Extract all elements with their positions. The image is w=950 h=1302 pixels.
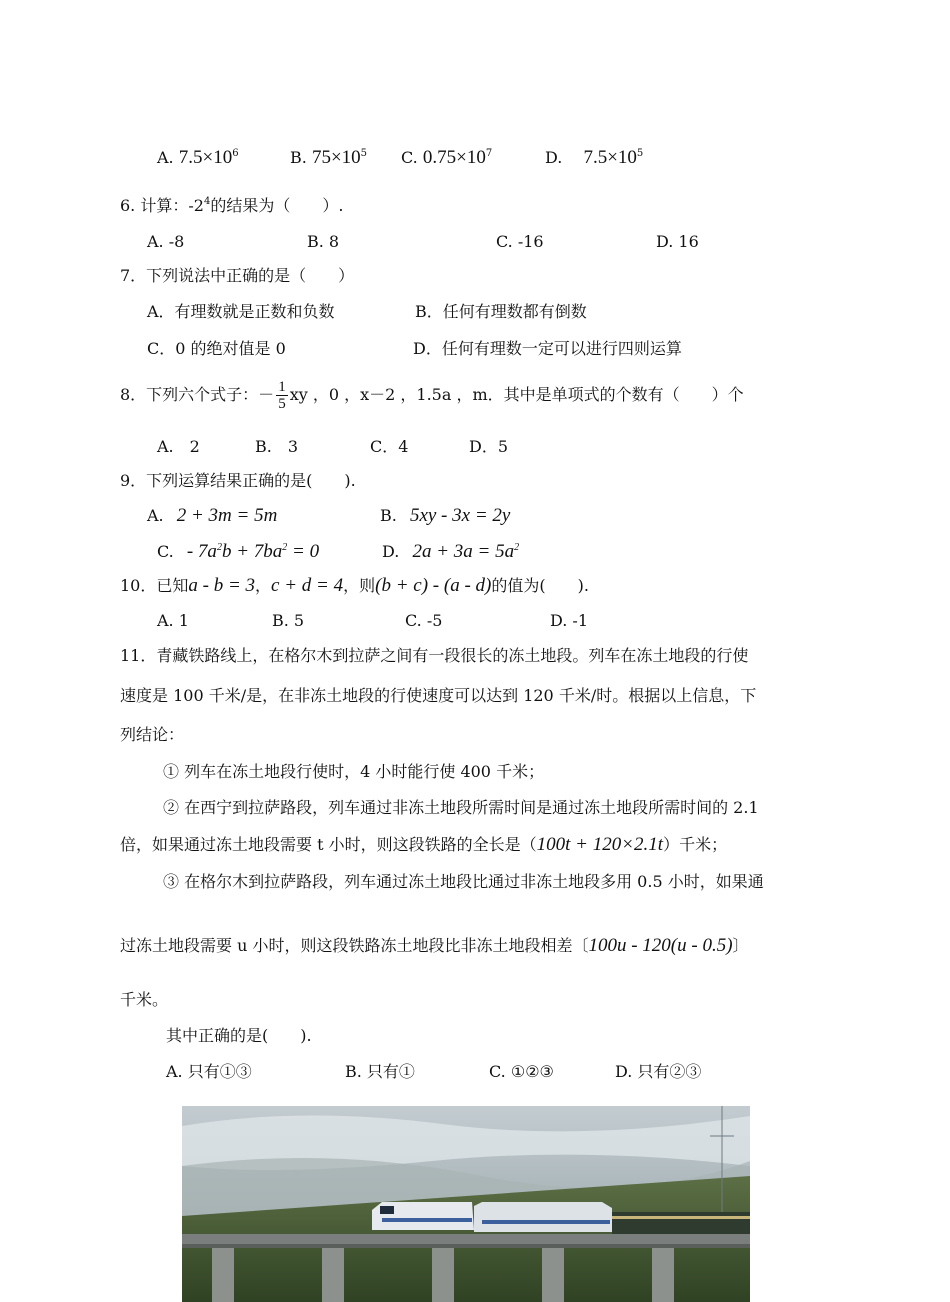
q11-statement-3-line-1: ③ 在格尔木到拉萨路段，列车通过冻土地段比通过非冻土地段多用 0.5 小时，如果通 [163, 872, 764, 891]
q9-option-d [382, 542, 519, 562]
q11-option-d: D. 只有②③ [615, 1062, 702, 1081]
q6-stem-exp: 4 [203, 196, 211, 207]
q9-c-math [187, 541, 319, 562]
q6-option-c: C. -16 [496, 232, 544, 251]
q8-option-d: D．5 [469, 437, 509, 456]
q5-b-label: B. [290, 148, 307, 167]
q8-option-b: B. 3 [255, 437, 299, 456]
railway-train-illustration [182, 1106, 750, 1302]
q9-c-math-part: - 7a [186, 541, 217, 562]
q9-a-label: A. [147, 506, 164, 525]
q9-c-math-part: = 0 [287, 541, 320, 562]
q9-d-math [412, 541, 519, 562]
q11-stem-line-3: 列结论： [120, 725, 185, 744]
q11-option-b: B. 只有① [345, 1062, 415, 1081]
q9-d-math-part: 2a + 3a = 5a [412, 541, 515, 562]
q9-option-c [157, 542, 319, 562]
q11-statement-3-line-3: 千米。 [120, 990, 169, 1009]
q10-option-d: D. -1 [550, 611, 589, 630]
q7-option-a: A．有理数就是正数和负数 [147, 302, 335, 321]
q9-b-label: B. [380, 506, 397, 525]
q11-statement-3-part: 过冻土地段需要 u 小时，则这段铁路冻土地段比非冻土地段相差〔 [120, 936, 589, 955]
q6-stem [120, 196, 343, 216]
q5-d-label: D. [545, 148, 563, 167]
q5-option-a [157, 148, 239, 168]
q10-stem-part: 10．已知 [120, 576, 189, 595]
q10-condition-2: c + d = 4 [271, 575, 344, 596]
q5-b-exp: 5 [360, 148, 368, 159]
q9-d-label: D. [382, 542, 400, 561]
q5-b-value: 75×10 [311, 147, 361, 168]
q9-option-a [147, 506, 277, 526]
q10-separator: ， [255, 576, 272, 595]
q6-stem-part: 6. 计算：-2 [120, 196, 204, 215]
q7-stem: 7．下列说法中正确的是（ ） [120, 266, 355, 285]
q5-a-value: 7.5×10 [178, 147, 233, 168]
q5-option-c [401, 148, 492, 168]
q11-stem-line-2: 速度是 100 千米/是，在非冻土地段的行使速度可以达到 120 千米/时。根据以上信息，下 [120, 686, 757, 705]
q11-statement-2-math: 100t + 120×2.1t [536, 834, 664, 855]
q10-option-c: C. -5 [405, 611, 443, 630]
q9-option-b [380, 506, 510, 526]
q7-option-c: C．0 的绝对值是 0 [147, 339, 286, 358]
q11-statement-3-line-2 [120, 936, 749, 956]
railway-train-photo [182, 1106, 750, 1302]
q10-option-b: B. 5 [272, 611, 305, 630]
q11-option-a: A. 只有①③ [166, 1062, 252, 1081]
q5-a-label: A. [157, 148, 174, 167]
q8-stem-part: xy ，0 ，x－2 ，1.5a ，m．其中是单项式的个数有（ ）个 [289, 385, 744, 404]
q10-expression: (b + c) - (a - d) [375, 575, 492, 596]
q8-stem-part: 8．下列六个式子：－ [120, 385, 275, 404]
q9-a-math: 2 + 3m = 5m [176, 505, 278, 526]
q11-statement-1: ① 列车在冻土地段行使时，4 小时能行使 400 千米； [163, 762, 545, 781]
q11-statement-3-math: 100u - 120(u - 0.5) [588, 935, 733, 956]
q11-statement-3-part: 〕 [732, 936, 749, 955]
q10-stem [120, 576, 589, 596]
q5-c-exp: 7 [485, 148, 493, 159]
q11-ask: 其中正确的是( ). [166, 1026, 312, 1045]
q10-option-a: A. 1 [157, 611, 189, 630]
q9-c-label: C. [157, 542, 174, 561]
q5-c-value: 0.75×10 [422, 147, 486, 168]
q11-statement-2-part: ）千米； [663, 835, 728, 854]
q11-statement-2-part: 倍，如果通过冻土地段需要 t 小时，则这段铁路的全长是（ [120, 835, 537, 854]
q6-stem-part: 的结果为（ ）. [210, 196, 344, 215]
q5-d-value: 7.5×10 [583, 147, 637, 168]
q8-fraction [276, 379, 288, 412]
q9-c-exp: 2 [216, 542, 222, 553]
q7-option-d: D．任何有理数一定可以进行四则运算 [413, 339, 682, 358]
q5-a-exp: 6 [232, 148, 239, 159]
q9-c-exp: 2 [282, 542, 288, 553]
q8-stem [120, 377, 744, 413]
q8-frac-numerator: 1 [278, 379, 286, 395]
q11-statement-2-line-1: ② 在西宁到拉萨路段，列车通过非冻土地段所需时间是通过冻土地段所需时间的 2.1 [163, 798, 759, 817]
q10-stem-part: ，则 [343, 576, 376, 595]
q9-b-math: 5xy - 3x = 2y [409, 505, 511, 526]
q6-option-b: B. 8 [307, 232, 340, 251]
q9-stem: 9．下列运算结果正确的是( ). [120, 471, 356, 490]
q6-option-a: A. -8 [147, 232, 185, 251]
q5-c-label: C. [401, 148, 418, 167]
q10-stem-part: 的值为( ). [491, 576, 589, 595]
q5-d-exp: 5 [636, 148, 644, 159]
q5-option-d [545, 148, 643, 168]
q8-option-a: A. 2 [157, 437, 200, 456]
q11-statement-2-line-2 [120, 835, 727, 855]
q11-option-c: C. ①②③ [489, 1062, 554, 1081]
q8-frac-denominator: 5 [278, 396, 286, 412]
q8-option-c: C．4 [370, 437, 409, 456]
q5-option-b [290, 148, 367, 168]
q7-option-b: B．任何有理数都有倒数 [415, 302, 587, 321]
q11-stem-line-1: 11．青藏铁路线上，在格尔木到拉萨之间有一段很长的冻土地段。列车在冻土地段的行使 [120, 646, 749, 665]
q9-c-math-part: b + 7ba [221, 541, 283, 562]
q10-condition-1: a - b = 3 [188, 575, 256, 596]
q6-option-d: D. 16 [656, 232, 699, 251]
q9-d-exp: 2 [514, 542, 520, 553]
